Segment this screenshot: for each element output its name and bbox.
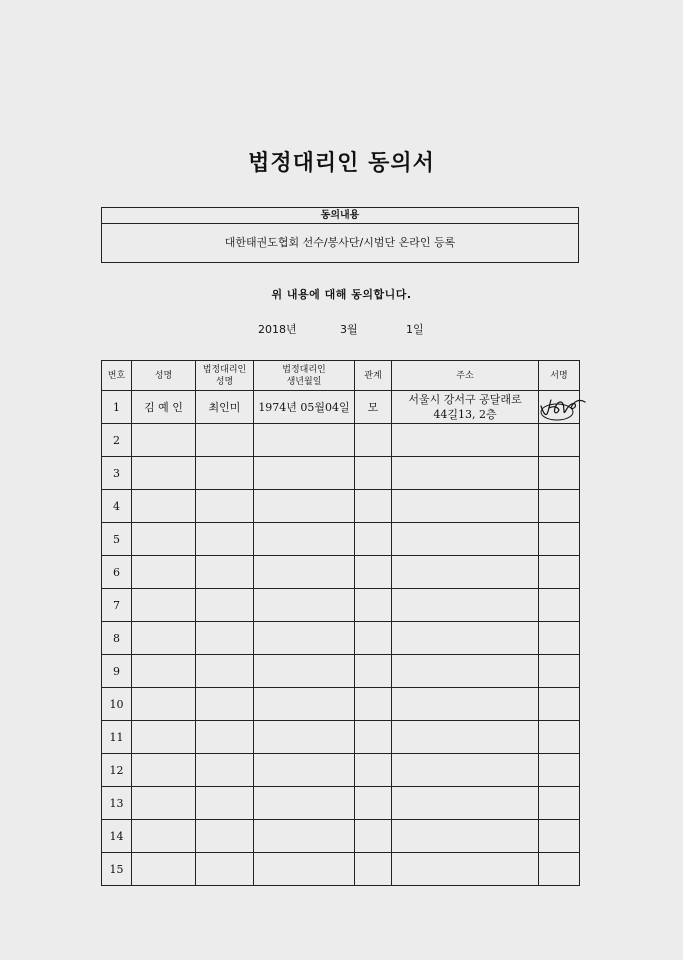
guardian-roster-table [101,360,580,886]
cell-guardian-birth [254,820,355,853]
cell-guardian-name [196,523,254,556]
cell-signature [539,688,580,721]
cell-guardian-name [196,622,254,655]
cell-name [132,754,196,787]
cell-guardian-birth [254,787,355,820]
cell-signature [539,622,580,655]
cell-guardian-birth [254,853,355,886]
table-header-row [102,361,580,391]
cell-name [132,688,196,721]
table-row [102,721,580,754]
cell-name [132,523,196,556]
cell-address [392,754,539,787]
cell-number: 12 [102,754,132,787]
cell-guardian-birth [254,490,355,523]
table-row [102,523,580,556]
cell-name [132,820,196,853]
consent-body: 대한태권도협회 선수/봉사단/시범단 온라인 등록 [224,236,456,249]
cell-address [392,853,539,886]
cell-signature [539,853,580,886]
cell-guardian-name [196,787,254,820]
cell-number: 2 [102,424,132,457]
cell-signature [539,820,580,853]
cell-signature [539,424,580,457]
header-guardian-birth-text: 법정대리인 생년월일 [282,364,326,387]
cell-number: 15 [102,853,132,886]
table-body [102,391,580,886]
cell-address [392,820,539,853]
cell-relation [355,589,392,622]
cell-guardian-name [196,754,254,787]
cell-name [132,424,196,457]
cell-address [392,424,539,457]
table-row [102,688,580,721]
cell-name [132,853,196,886]
cell-signature [539,391,580,424]
cell-address [392,490,539,523]
page-title: 법정대리인 동의서 [248,151,435,176]
cell-relation [355,688,392,721]
cell-address [392,589,539,622]
table-row [102,424,580,457]
cell-guardian-name [196,688,254,721]
cell-address [392,556,539,589]
cell-address [392,523,539,556]
address-line-2: 44길13, 2층 [433,408,497,421]
cell-guardian-birth [254,457,355,490]
cell-name [132,556,196,589]
header-guardian-birth [254,361,355,391]
cell-signature [539,655,580,688]
table-row [102,622,580,655]
cell-number: 1 [102,391,132,424]
cell-relation [355,787,392,820]
cell-number: 5 [102,523,132,556]
table-row [102,655,580,688]
cell-number: 8 [102,622,132,655]
table-row [102,787,580,820]
cell-signature [539,787,580,820]
cell-guardian-name [196,457,254,490]
cell-relation [355,853,392,886]
cell-name [132,622,196,655]
cell-name [132,721,196,754]
cell-name [132,655,196,688]
cell-number: 4 [102,490,132,523]
cell-relation [355,424,392,457]
cell-number: 11 [102,721,132,754]
cell-guardian-birth: 1974년 05월04일 [254,391,355,424]
cell-relation [355,457,392,490]
table-row [102,457,580,490]
table-row [102,589,580,622]
cell-number: 10 [102,688,132,721]
table-row [102,556,580,589]
cell-number: 9 [102,655,132,688]
cell-guardian-birth [254,589,355,622]
cell-guardian-birth [254,556,355,589]
cell-signature [539,721,580,754]
cell-signature [539,457,580,490]
cell-guardian-name [196,820,254,853]
table-row [102,820,580,853]
cell-name [132,589,196,622]
cell-name [132,490,196,523]
cell-number: 7 [102,589,132,622]
cell-guardian-name [196,589,254,622]
cell-guardian-name [196,721,254,754]
consent-header: 동의내용 [102,208,578,224]
cell-number: 3 [102,457,132,490]
date-day: 1일 [406,323,424,336]
table-row [102,853,580,886]
cell-name: 김 예 인 [132,391,196,424]
cell-guardian-name [196,556,254,589]
table-row [102,754,580,787]
header-number: 번호 [102,361,132,391]
cell-guardian-birth [254,523,355,556]
cell-signature [539,754,580,787]
consent-box [101,207,579,263]
cell-number: 14 [102,820,132,853]
table-row [102,391,580,424]
cell-address [392,721,539,754]
cell-relation [355,754,392,787]
cell-signature [539,490,580,523]
handwritten-signature [537,392,589,422]
cell-address [392,622,539,655]
cell-guardian-birth [254,688,355,721]
cell-guardian-birth [254,721,355,754]
cell-guardian-name [196,853,254,886]
cell-guardian-name: 최인미 [196,391,254,424]
cell-relation [355,622,392,655]
cell-number: 13 [102,787,132,820]
cell-address [392,457,539,490]
cell-relation [355,655,392,688]
cell-address [392,391,539,424]
cell-guardian-birth [254,655,355,688]
header-signature: 서명 [539,361,580,391]
header-guardian-name [196,361,254,391]
address-line-1: 서울시 강서구 공달래로 [408,393,522,406]
agreement-statement: 위 내용에 대해 동의합니다. [271,288,412,301]
header-address: 주소 [392,361,539,391]
cell-relation [355,721,392,754]
cell-relation: 모 [355,391,392,424]
cell-guardian-name [196,490,254,523]
cell-relation [355,556,392,589]
header-name: 성명 [132,361,196,391]
date-year: 2018년 [258,323,297,336]
cell-guardian-birth [254,622,355,655]
cell-guardian-birth [254,424,355,457]
cell-relation [355,523,392,556]
cell-number: 6 [102,556,132,589]
cell-guardian-birth [254,754,355,787]
cell-signature [539,523,580,556]
header-relation: 관계 [355,361,392,391]
cell-name [132,787,196,820]
cell-signature [539,556,580,589]
cell-relation [355,820,392,853]
header-guardian-name-text: 법정대리인 성명 [202,364,247,387]
cell-address [392,787,539,820]
date-month: 3월 [340,323,358,336]
cell-guardian-name [196,655,254,688]
cell-address [392,655,539,688]
table-row [102,490,580,523]
cell-name [132,457,196,490]
cell-address [392,688,539,721]
cell-guardian-name [196,424,254,457]
cell-signature [539,589,580,622]
cell-relation [355,490,392,523]
